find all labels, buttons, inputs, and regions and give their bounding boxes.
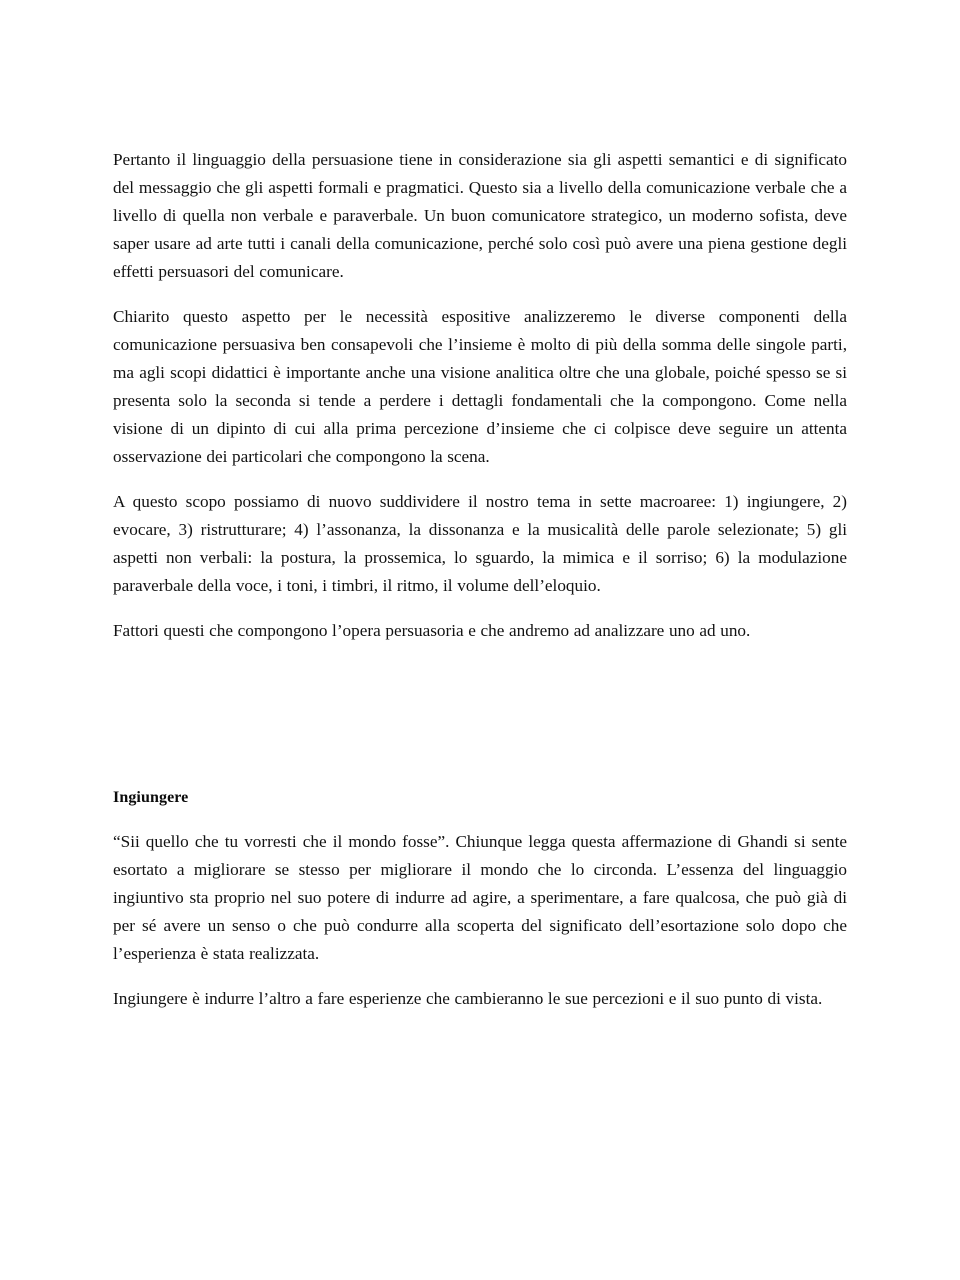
paragraph-pertanto: Pertanto il linguaggio della persuasione tiene in considerazione sia gli aspetti semantici e di significato del messaggio che gli aspetti formali e pragmatici. Questo sia a livello della comunicazione verbale che a livello di quella non verbale e paraverbale. Un buon comunicatore strategico, un moderno sofista, deve saper usare ad arte tutti i canali della comunicazione, perché solo così può avere una piena gestione degli effetti persuasori del comunicare. (113, 150, 847, 281)
section-heading-ingiungere: Ingiungere (113, 789, 189, 806)
paragraph-fattori: Fattori questi che compongono l’opera persuasoria e che andremo ad analizzare uno ad uno. (113, 621, 751, 640)
section-spacer (113, 662, 847, 784)
paragraph-sii-quello: “Sii quello che tu vorresti che il mondo fosse”. Chiunque legga questa affermazione di Ghandi si sente esortato a migliorare se stesso per migliorare il mondo che lo circonda. L’essenza del linguaggio ingiuntivo sta proprio nel suo potere di indurre ad agire, a sperimentare, a fare qualcosa, che può già di per sé avere un senso o che può condurre alla scoperta del significato dell’esortazione solo dopo che l’esperienza è stata realizzata. (113, 832, 847, 963)
paragraph-macroaree: A questo scopo possiamo di nuovo suddividere il nostro tema in sette macroaree: 1) ingiungere, 2) evocare, 3) ristrutturare; 4) l’assonanza, la dissonanza e la musicalità delle parole selezionate; 5) gli aspetti non verbali: la postura, la prossemica, lo sguardo, la mimica e il sorriso; 6) la modulazione paraverbale della voce, i toni, i timbri, il ritmo, il volume dell’eloquio. (113, 492, 847, 595)
paragraph-ingiungere-definizione: Ingiungere è indurre l’altro a fare esperienze che cambieranno le sue percezioni e il suo punto di vista. (113, 989, 823, 1008)
text-column (113, 146, 847, 1013)
paragraph-chiarito: Chiarito questo aspetto per le necessità espositive analizzeremo le diverse componenti della comunicazione persuasiva ben consapevoli che l’insieme è molto di più della somma delle singole parti, ma agli scopi didattici è importante anche una visione analitica oltre che una globale, poiché spesso se si presenta solo la seconda si tende a perdere i dettagli fondamentali che la compongono. Come nella visione di un dipinto di cui alla prima percezione d’insieme che ci colpisce deve seguire un attenta osservazione dei particolari che compongono la scena. (113, 307, 847, 466)
